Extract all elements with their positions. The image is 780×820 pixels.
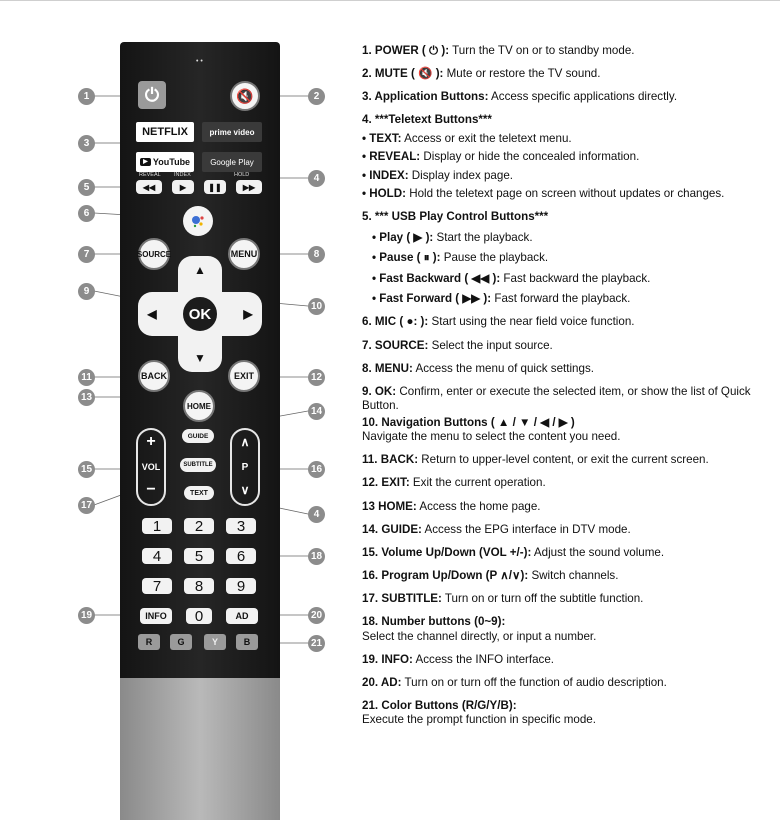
desc-title: • Pause ( ⏸ ):: [372, 251, 441, 265]
digit-0-button[interactable]: 0: [186, 608, 212, 624]
callout-10: 10: [308, 298, 325, 315]
menu-button[interactable]: MENU: [228, 238, 260, 270]
desc-title: 11. BACK:: [362, 453, 419, 467]
desc-back: [362, 453, 767, 468]
desc-title: • TEXT:: [362, 131, 402, 145]
desc-title: 18. Number buttons (0~9):: [362, 615, 506, 628]
callout-8: 8: [308, 246, 325, 263]
desc-text: Turn the TV on or to standby mode.: [449, 44, 635, 57]
desc-title: • REVEAL:: [362, 150, 421, 164]
back-button[interactable]: BACK: [138, 360, 170, 392]
desc-fast-backward-bullet: [372, 272, 767, 287]
desc-text: Access or exit the teletext menu.: [401, 131, 572, 145]
desc-text: Select the input source.: [428, 338, 553, 352]
callout-11: 11: [78, 369, 95, 386]
right-arrow-icon: ▶: [243, 307, 253, 321]
netflix-button[interactable]: NETFLIX: [136, 122, 194, 142]
hold-label: HOLD: [234, 172, 250, 178]
digit-8-button[interactable]: 8: [184, 578, 214, 594]
navigation-pad: [138, 256, 262, 372]
desc-program: [362, 569, 767, 584]
youtube-label: YouTube: [152, 157, 191, 167]
text-button[interactable]: TEXT: [184, 486, 214, 500]
callout-6: 6: [78, 205, 95, 222]
desc-title: 12. EXIT:: [362, 476, 410, 490]
desc-guide: [362, 523, 767, 538]
callout-17: 17: [78, 497, 95, 514]
callout-7: 7: [78, 246, 95, 263]
desc-home: [362, 500, 767, 515]
desc-ok: [362, 385, 767, 414]
desc-title: • HOLD:: [362, 187, 406, 201]
pause-icon: ❚❚: [208, 182, 222, 192]
desc-source: [362, 339, 767, 354]
desc-subtitle: [362, 592, 767, 607]
desc-title: • Fast Forward ( ▶▶ ):: [372, 292, 492, 306]
desc-text: Display or hide the concealed information.: [420, 150, 640, 164]
desc-title: 2. MUTE ( 🔇 ):: [362, 67, 444, 81]
volume-up-icon[interactable]: +: [146, 433, 156, 450]
desc-text: Hold the teletext page on screen without updates or changes.: [406, 187, 725, 201]
down-button[interactable]: [190, 348, 210, 368]
desc-title: 20. AD:: [362, 675, 402, 689]
left-arrow-icon: ◀: [147, 307, 157, 321]
up-button[interactable]: [190, 260, 210, 280]
youtube-button[interactable]: [136, 152, 194, 172]
fast-forward-button[interactable]: [236, 180, 262, 194]
desc-title: • Fast Backward ( ◀◀ ):: [372, 271, 501, 285]
guide-button[interactable]: GUIDE: [182, 429, 214, 443]
indicator-light: • •: [196, 58, 203, 65]
callout-19: 19: [78, 607, 95, 624]
callout-3: 3: [78, 135, 95, 152]
callout-21: 21: [308, 635, 325, 652]
desc-color-buttons: [362, 699, 767, 728]
desc-title: • Play ( ▶ ):: [372, 230, 434, 244]
desc-volume: [362, 546, 767, 561]
callout-14: 14: [308, 403, 325, 420]
desc-text: Turn on or turn off the function of audio description.: [401, 675, 667, 689]
desc-info: [362, 653, 767, 668]
up-arrow-icon: ▲: [194, 263, 206, 277]
play-icon: ▶: [179, 182, 187, 192]
digit-6-button[interactable]: 6: [226, 548, 256, 564]
desc-text: Access the INFO interface.: [412, 652, 555, 666]
digit-4-button[interactable]: 4: [142, 548, 172, 564]
fast-backward-button[interactable]: [136, 180, 162, 194]
subtitle-button[interactable]: SUBTITLE: [180, 458, 216, 472]
google-play-button[interactable]: Google Play: [202, 152, 262, 172]
desc-text: Fast forward the playback.: [491, 292, 631, 306]
ad-button[interactable]: AD: [226, 608, 258, 624]
desc-ad: [362, 676, 767, 691]
home-button[interactable]: HOME: [183, 390, 215, 422]
desc-text: Execute the prompt function in specific mode.: [362, 713, 596, 727]
desc-usb-play: [362, 210, 767, 307]
callout-9: 9: [78, 283, 95, 300]
desc-exit: [362, 476, 767, 491]
desc-text: Switch channels.: [528, 568, 619, 582]
digit-5-button[interactable]: 5: [184, 548, 214, 564]
program-rocker[interactable]: [230, 428, 260, 506]
callout-4b: 4: [308, 506, 325, 523]
volume-down-icon[interactable]: −: [146, 481, 156, 498]
remote-base: [120, 678, 280, 820]
left-button[interactable]: [142, 304, 162, 324]
desc-title: 19. INFO:: [362, 652, 413, 666]
youtube-play-icon: ▶: [140, 158, 151, 166]
desc-hold-bullet: [362, 187, 767, 202]
callout-20: 20: [308, 607, 325, 624]
play-button[interactable]: [172, 180, 194, 194]
info-button[interactable]: INFO: [140, 608, 172, 624]
desc-text: Turn on or turn off the subtitle function.: [441, 591, 644, 605]
desc-text: Access specific applications directly.: [488, 90, 678, 104]
desc-text: Adjust the sound volume.: [531, 545, 665, 559]
callout-5: 5: [78, 179, 95, 196]
button-descriptions: [362, 44, 767, 736]
callout-12: 12: [308, 369, 325, 386]
reveal-label: REVEAL: [139, 172, 161, 178]
desc-title: 21. Color Buttons (R/G/Y/B):: [362, 698, 517, 712]
vol-label: VOL: [141, 462, 161, 472]
desc-title: 5. *** USB Play Control Buttons***: [362, 210, 549, 224]
exit-button[interactable]: EXIT: [228, 360, 260, 392]
fast-backward-icon: ◀◀: [142, 182, 156, 192]
callout-1: 1: [78, 88, 95, 105]
desc-title: 14. GUIDE:: [362, 522, 422, 536]
program-up-icon[interactable]: ∧: [240, 435, 250, 449]
callout-15: 15: [78, 461, 95, 478]
mic-icon: [189, 212, 207, 230]
volume-rocker[interactable]: [136, 428, 166, 506]
fast-forward-icon: ▶▶: [242, 182, 256, 192]
desc-teletext: [362, 113, 767, 202]
yellow-button[interactable]: Y: [204, 634, 226, 650]
power-icon: ⏻: [144, 84, 160, 105]
pause-button[interactable]: [204, 180, 226, 194]
desc-text: Navigate the menu to select the content you need.: [362, 430, 621, 444]
desc-text: Display index page.: [408, 168, 513, 182]
desc-pause-bullet: [372, 251, 767, 266]
mute-button[interactable]: [230, 81, 260, 111]
desc-mute: [362, 67, 767, 82]
red-button[interactable]: R: [138, 634, 160, 650]
desc-title: 7. SOURCE:: [362, 338, 429, 352]
desc-text: Exit the current operation.: [409, 476, 546, 490]
callout-13: 13: [78, 389, 95, 406]
digit-9-button[interactable]: 9: [226, 578, 256, 594]
desc-title: 15. Volume Up/Down (VOL +/-):: [362, 545, 532, 559]
desc-text: Access the menu of quick settings.: [412, 361, 594, 375]
desc-menu: [362, 362, 767, 377]
digit-7-button[interactable]: 7: [142, 578, 172, 594]
digit-3-button[interactable]: 3: [226, 518, 256, 534]
desc-title: 13 HOME:: [362, 499, 417, 513]
right-button[interactable]: [238, 304, 258, 324]
desc-play-bullet: [372, 231, 767, 246]
desc-text: Start the playback.: [433, 230, 533, 244]
desc-fast-forward-bullet: [372, 292, 767, 307]
desc-text: Access the home page.: [416, 499, 541, 513]
desc-title: 6. MIC ( ●: ):: [362, 315, 429, 329]
callout-2: 2: [308, 88, 325, 105]
desc-reveal-bullet: [362, 150, 767, 165]
power-button[interactable]: [138, 81, 166, 109]
desc-title: 3. Application Buttons:: [362, 90, 489, 104]
desc-title: 16. Program Up/Down (P ∧/∨):: [362, 568, 529, 582]
desc-title: 1. POWER ( ⏻ ):: [362, 44, 450, 57]
desc-title: 4. ***Teletext Buttons***: [362, 113, 492, 127]
desc-mic: [362, 315, 767, 330]
desc-navigation: [362, 416, 767, 445]
desc-text: Confirm, enter or execute the selected item, or show the list of Quick Button.: [362, 384, 751, 413]
desc-text: Mute or restore the TV sound.: [443, 67, 601, 81]
desc-title: 10. Navigation Buttons ( ▲ / ▼ / ◀ / ▶ ): [362, 415, 575, 429]
desc-text: Return to upper-level content, or exit the current screen.: [418, 453, 709, 467]
desc-text: Start using the near field voice function.: [428, 315, 635, 329]
program-down-icon[interactable]: ∨: [240, 483, 250, 497]
desc-text: Access the EPG interface in DTV mode.: [421, 522, 631, 536]
desc-text-bullet: [362, 132, 767, 147]
desc-title: 9. OK:: [362, 384, 397, 398]
desc-text: Fast backward the playback.: [500, 271, 651, 285]
digit-1-button[interactable]: 1: [142, 518, 172, 534]
ok-button[interactable]: OK: [181, 295, 219, 333]
callout-16: 16: [308, 461, 325, 478]
remote-control: [120, 42, 280, 820]
mic-button[interactable]: [183, 206, 213, 236]
source-button[interactable]: SOURCE: [138, 238, 170, 270]
desc-number-buttons: [362, 615, 767, 644]
digit-2-button[interactable]: 2: [184, 518, 214, 534]
prime-video-button[interactable]: prime video: [202, 122, 262, 142]
callout-18: 18: [308, 548, 325, 565]
desc-text: Pause the playback.: [440, 251, 549, 265]
desc-index-bullet: [362, 169, 767, 184]
desc-title: • INDEX:: [362, 168, 409, 182]
desc-title: 8. MENU:: [362, 361, 413, 375]
desc-title: 17. SUBTITLE:: [362, 591, 442, 605]
down-arrow-icon: ▼: [194, 351, 206, 365]
mute-icon: 🔇: [236, 87, 254, 104]
desc-text: Select the channel directly, or input a number.: [362, 629, 597, 643]
blue-button[interactable]: B: [236, 634, 258, 650]
green-button[interactable]: G: [170, 634, 192, 650]
desc-application-buttons: [362, 90, 767, 105]
callout-4a: 4: [308, 170, 325, 187]
index-label: INDEX: [174, 172, 191, 178]
p-label: P: [241, 461, 249, 473]
desc-power: [362, 44, 767, 59]
